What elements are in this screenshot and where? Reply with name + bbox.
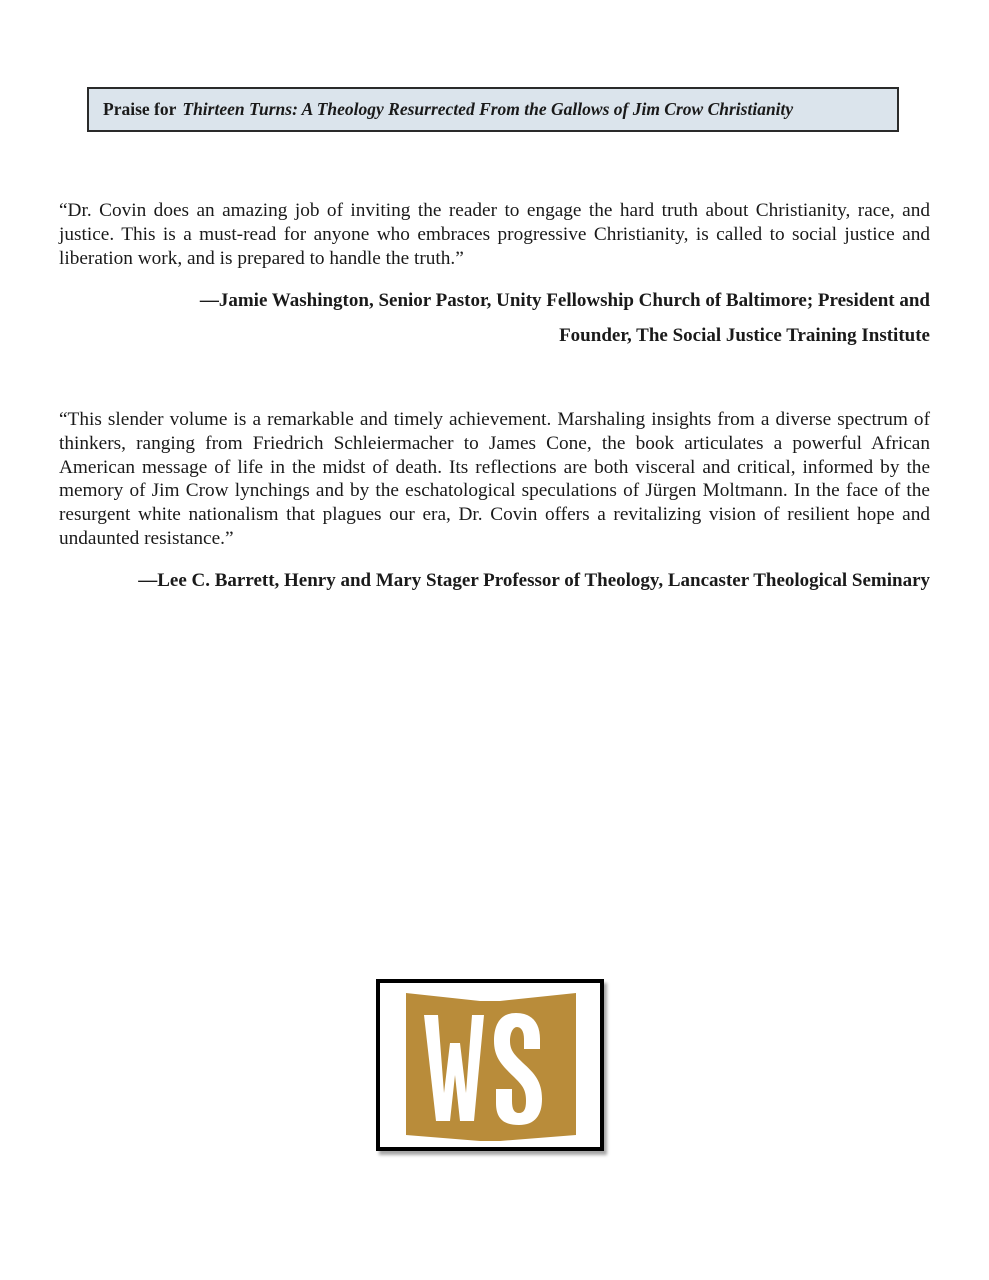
book-title: Thirteen Turns: A Theology Resurrected From the Gallows of Jim Crow Christianity (182, 99, 794, 119)
endorsement-attribution-1-line1: —Jamie Washington, Senior Pastor, Unity Fellowship Church of Baltimore; President and (199, 290, 930, 311)
praise-header (87, 87, 899, 132)
praise-prefix: Praise for (103, 99, 177, 119)
endorsement-attribution-2: —Lee C. Barrett, Henry and Mary Stager Professor of Theology, Lancaster Theological Seminary (138, 570, 930, 591)
endorsement-quote-1: “Dr. Covin does an amazing job of inviting the reader to engage the hard truth about Christianity, race, and justice. This is a must-read for anyone who embraces progressive Christianity, is called to social justice and liberation work, and is prepared to handle the truth.” (59, 200, 930, 269)
endorsement-quote-2: “This slender volume is a remarkable and timely achievement. Marshaling insights from a diverse spectrum of thinkers, ranging from Friedrich Schleiermacher to James Cone, the book articulates a powerful African American message of life in the midst of death. Its reflections are both visceral and critical, informed by the memory of Jim Crow lynchings and by the eschatological speculations of Jürgen Moltmann. In the face of the resurgent white nationalism that plagues our era, Dr. Covin offers a revitalizing vision of resilient hope and undaunted resistance.” (59, 409, 930, 549)
endorsement-attribution-1-line2: Founder, The Social Justice Training Institute (559, 325, 930, 346)
publisher-logo (376, 979, 604, 1151)
ws-logo-icon (380, 983, 600, 1147)
